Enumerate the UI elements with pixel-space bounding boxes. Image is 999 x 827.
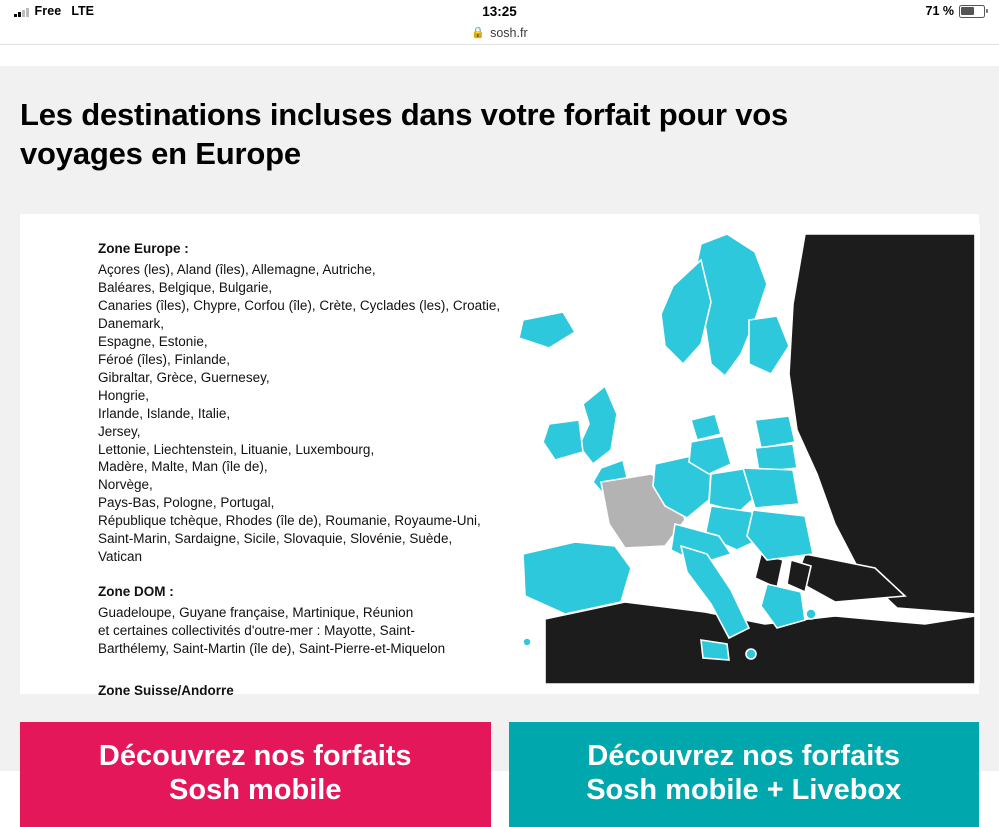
list-item: Espagne, Estonie, [98,333,208,349]
list-item: Jersey, [98,423,141,439]
cta-banners [20,722,979,827]
signal-bars-icon [14,6,29,17]
list-item: Lettonie, Liechtenstein, Lituanie, Luxembourg, [98,441,375,457]
list-item: Hongrie, [98,387,150,403]
browser-url-bar[interactable] [0,22,999,45]
list-item: et certaines collectivités d'outre-mer : Mayotte, Saint- [98,623,415,639]
list-item: Canaries (îles), Chypre, Corfou (île), Crète, Cyclades (les), Croatie, [98,297,501,313]
spacer [98,566,528,583]
status-bar [0,0,999,22]
list-item: Vatican [98,549,143,565]
battery-icon [959,5,985,18]
list-item: Guadeloupe, Guyane française, Martinique, Réunion [98,605,414,621]
list-item: Irlande, Islande, Italie, [98,405,231,421]
zone-europe-heading: Zone Europe : [98,241,189,257]
list-item: Madère, Malte, Man (île de), [98,459,268,475]
cta-sosh-mobile-livebox[interactable] [509,722,980,827]
zone-dom-heading: Zone DOM : [98,584,174,600]
list-item: Baléares, Belgique, Bulgarie, [98,279,273,295]
network-type-label: LTE [71,4,94,18]
lock-icon: 🔒 [471,26,486,39]
list-item: Açores (les), Aland (îles), Allemagne, Autriche, [98,261,376,277]
clock-label: 13:25 [482,3,517,19]
list-item: Danemark, [98,315,165,331]
status-bar-left [14,4,94,18]
zone-europe-list [98,261,528,566]
zones-text-block [20,214,528,698]
zone-dom-list [98,604,528,658]
europe-coverage-map [505,224,980,684]
list-item: Barthélemy, Saint-Martin (île de), Saint-Pierre-et-Miquelon [98,641,446,657]
cta-sosh-mobile[interactable] [20,722,491,827]
zone-suisse-andorre-heading: Zone Suisse/Andorre [98,683,234,698]
url-label: sosh.fr [490,26,528,40]
status-bar-right [926,4,986,18]
list-item: République tchèque, Rhodes (île de), Roumanie, Royaume-Uni, [98,513,481,529]
list-item: Gibraltar, Grèce, Guernesey, [98,369,270,385]
destinations-card [20,214,979,698]
carrier-label: Free [34,4,62,18]
battery-percent-label: 71 % [925,4,954,18]
list-item: Norvège, [98,477,153,493]
cta-line-2: Sosh mobile + Livebox [586,773,902,806]
page-content [0,66,999,806]
cta-line-1: Découvrez nos forfaits [98,740,412,773]
page-title: Les destinations incluses dans votre forfait pour vos voyages en Europe [20,96,789,171]
cta-line-2: Sosh mobile [169,773,342,806]
list-item: Saint-Marin, Sardaigne, Sicile, Slovaquie, Slovénie, Suède, [98,531,453,547]
list-item: Pays-Bas, Pologne, Portugal, [98,495,275,511]
list-item: Féroé (îles), Finlande, [98,351,231,367]
cta-line-1: Découvrez nos forfaits [587,740,901,773]
